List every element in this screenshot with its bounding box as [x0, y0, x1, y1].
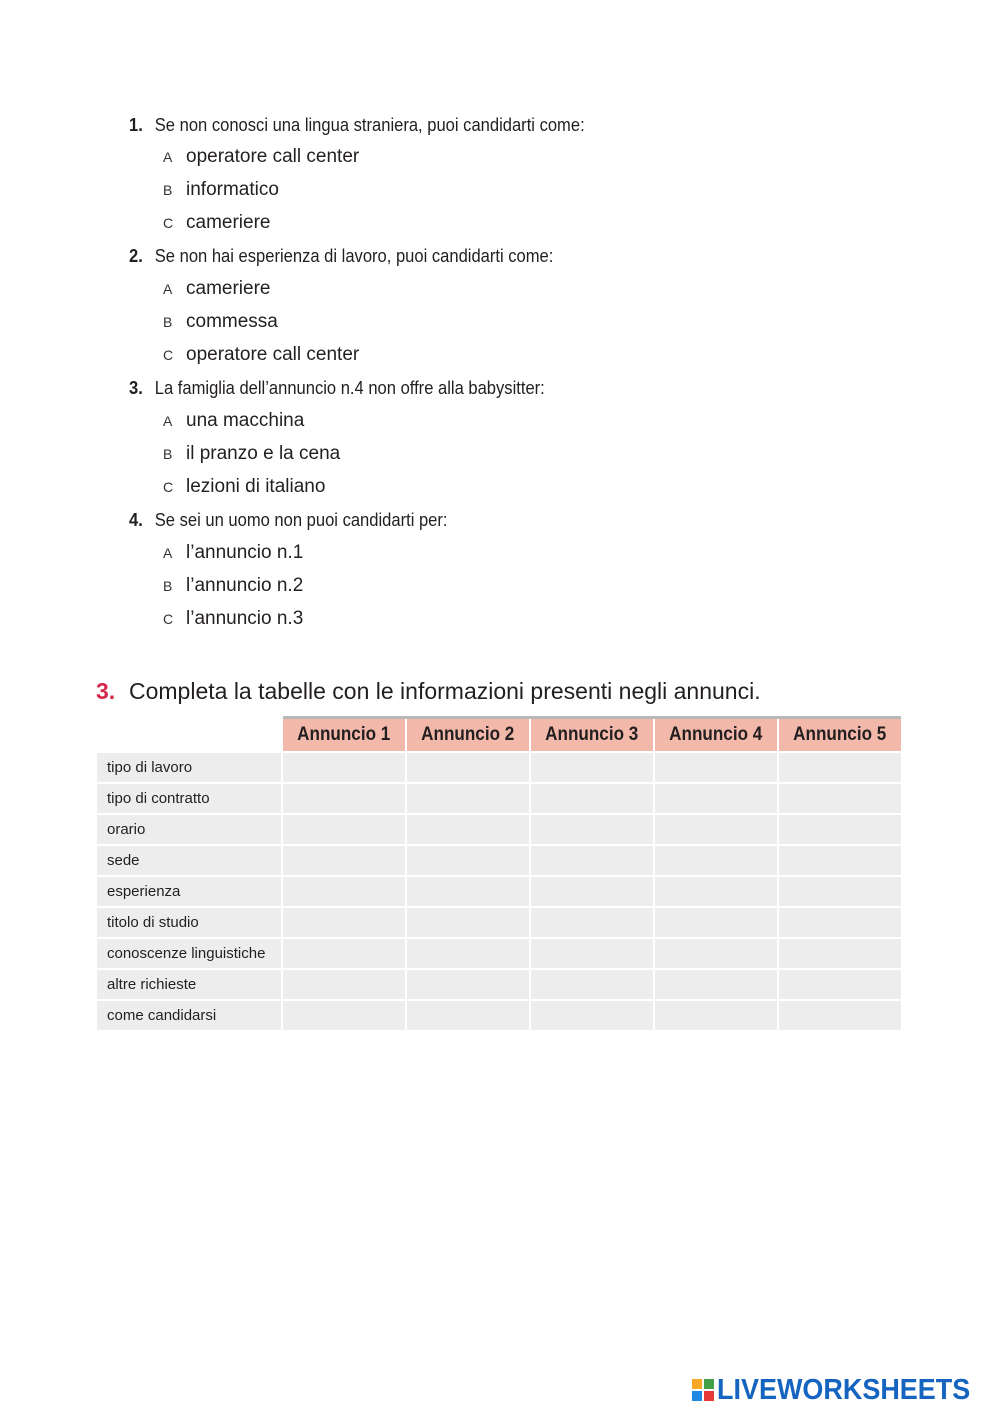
logo-text: LIVEWORKSHEETS: [717, 1373, 971, 1406]
row-label: come candidarsi: [97, 1001, 281, 1030]
answer-cell[interactable]: [779, 753, 901, 782]
row-label: esperienza: [97, 877, 281, 906]
answer-cell[interactable]: [283, 908, 405, 937]
option-text: lezioni di italiano: [186, 476, 326, 497]
answer-cell[interactable]: [407, 846, 529, 875]
answer-cell[interactable]: [283, 939, 405, 968]
option-4a[interactable]: [163, 542, 303, 565]
answer-cell[interactable]: [655, 877, 777, 906]
row-label: orario: [97, 815, 281, 844]
answer-cell[interactable]: [655, 939, 777, 968]
option-text: cameriere: [186, 212, 271, 233]
option-letter: B: [163, 578, 173, 594]
answer-cell[interactable]: [283, 970, 405, 999]
option-letter: A: [163, 281, 173, 297]
option-letter: A: [163, 545, 173, 561]
question-number: 3.: [129, 378, 143, 398]
answer-cell[interactable]: [779, 784, 901, 813]
question-3: [129, 377, 545, 399]
question-number: 4.: [129, 510, 143, 530]
question-text: Se sei un uomo non puoi candidarti per:: [154, 510, 448, 530]
answer-cell[interactable]: [283, 877, 405, 906]
answer-cell[interactable]: [779, 939, 901, 968]
table-row: [97, 846, 901, 875]
option-4c[interactable]: [163, 608, 303, 631]
section-title: [96, 677, 761, 705]
option-letter: C: [163, 215, 174, 231]
header-label: Annuncio 3: [545, 724, 639, 745]
option-text: una macchina: [186, 410, 305, 431]
table-row: [97, 970, 901, 999]
answer-cell[interactable]: [407, 877, 529, 906]
answer-cell[interactable]: [407, 908, 529, 937]
option-text: l’annuncio n.1: [186, 542, 304, 563]
option-letter: C: [163, 479, 174, 495]
question-text: Se non conosci una lingua straniera, puoi candidarti come:: [154, 115, 585, 135]
option-3c[interactable]: [163, 476, 325, 499]
answer-cell[interactable]: [283, 846, 405, 875]
header-annuncio-4: [655, 719, 777, 751]
answer-cell[interactable]: [283, 753, 405, 782]
header-annuncio-3: [531, 719, 653, 751]
answer-cell[interactable]: [407, 815, 529, 844]
answer-cell[interactable]: [779, 908, 901, 937]
table-row: [97, 877, 901, 906]
option-2c[interactable]: [163, 344, 359, 367]
option-text: l’annuncio n.2: [186, 575, 304, 596]
answer-cell[interactable]: [531, 970, 653, 999]
question-1: [129, 114, 585, 136]
header-annuncio-2: [407, 719, 529, 751]
logo-square-green: [704, 1379, 714, 1389]
answer-cell[interactable]: [655, 784, 777, 813]
answer-cell[interactable]: [655, 1001, 777, 1030]
answer-cell[interactable]: [531, 846, 653, 875]
answer-cell[interactable]: [531, 1001, 653, 1030]
table-row: [97, 1001, 901, 1030]
answer-cell[interactable]: [779, 970, 901, 999]
answer-cell[interactable]: [779, 877, 901, 906]
answer-cell[interactable]: [531, 753, 653, 782]
option-1b[interactable]: [163, 179, 279, 202]
row-label: tipo di lavoro: [97, 753, 281, 782]
answer-cell[interactable]: [283, 815, 405, 844]
row-label: titolo di studio: [97, 908, 281, 937]
table-row: [97, 753, 901, 782]
logo-square-yellow: [692, 1379, 702, 1389]
option-text: il pranzo e la cena: [186, 443, 341, 464]
question-4: [129, 509, 448, 531]
option-1a[interactable]: [163, 146, 359, 169]
option-text: l’annuncio n.3: [186, 608, 304, 629]
section-instruction: Completa la tabelle con le informazioni presenti negli annunci.: [129, 678, 761, 704]
option-letter: C: [163, 347, 174, 363]
question-2: [129, 245, 553, 267]
row-label: sede: [97, 846, 281, 875]
option-4b[interactable]: [163, 575, 303, 598]
question-number: 1.: [129, 115, 143, 135]
option-text: operatore call center: [186, 344, 360, 365]
option-letter: B: [163, 446, 173, 462]
answer-cell[interactable]: [531, 815, 653, 844]
header-annuncio-1: [283, 719, 405, 751]
answer-cell[interactable]: [407, 970, 529, 999]
answer-cell[interactable]: [407, 753, 529, 782]
row-label: conoscenze linguistiche: [97, 939, 281, 968]
liveworksheets-logo[interactable]: [692, 1375, 989, 1405]
answer-cell[interactable]: [779, 846, 901, 875]
section-number: 3.: [96, 678, 116, 704]
option-3b[interactable]: [163, 443, 340, 466]
answer-cell[interactable]: [779, 1001, 901, 1030]
answer-cell[interactable]: [655, 815, 777, 844]
answer-cell[interactable]: [283, 784, 405, 813]
question-text: La famiglia dell’annuncio n.4 non offre alla babysitter:: [154, 378, 545, 398]
table-row: [97, 784, 901, 813]
table-row: [97, 939, 901, 968]
answer-cell[interactable]: [655, 753, 777, 782]
table-header-row: [283, 716, 901, 751]
answer-cell[interactable]: [655, 908, 777, 937]
logo-square-blue: [692, 1391, 702, 1401]
option-1c[interactable]: [163, 212, 270, 235]
header-label: Annuncio 1: [297, 724, 391, 745]
answer-cell[interactable]: [531, 908, 653, 937]
answer-cell[interactable]: [531, 784, 653, 813]
option-3a[interactable]: [163, 410, 304, 433]
header-label: Annuncio 2: [421, 724, 515, 745]
answer-cell[interactable]: [779, 815, 901, 844]
header-annuncio-5: [779, 719, 901, 751]
answer-cell[interactable]: [531, 877, 653, 906]
answer-cell[interactable]: [283, 1001, 405, 1030]
answer-cell[interactable]: [407, 939, 529, 968]
option-text: informatico: [186, 179, 279, 200]
option-2a[interactable]: [163, 278, 270, 301]
option-text: cameriere: [186, 278, 271, 299]
row-label: tipo di contratto: [97, 784, 281, 813]
answer-cell[interactable]: [407, 1001, 529, 1030]
answer-cell[interactable]: [655, 846, 777, 875]
question-number: 2.: [129, 246, 143, 266]
answer-cell[interactable]: [531, 939, 653, 968]
option-letter: C: [163, 611, 174, 627]
row-label: altre richieste: [97, 970, 281, 999]
liveworksheets-logo-icon: [692, 1379, 714, 1401]
header-label: Annuncio 4: [669, 724, 763, 745]
question-text: Se non hai esperienza di lavoro, puoi candidarti come:: [154, 246, 554, 266]
header-label: Annuncio 5: [793, 724, 887, 745]
option-letter: B: [163, 314, 173, 330]
option-2b[interactable]: [163, 311, 278, 334]
option-text: commessa: [186, 311, 278, 332]
logo-square-red: [704, 1391, 714, 1401]
option-text: operatore call center: [186, 146, 360, 167]
answer-cell[interactable]: [407, 784, 529, 813]
option-letter: A: [163, 413, 173, 429]
table-row: [97, 815, 901, 844]
table-row: [97, 908, 901, 937]
answer-cell[interactable]: [655, 970, 777, 999]
option-letter: A: [163, 149, 173, 165]
option-letter: B: [163, 182, 173, 198]
